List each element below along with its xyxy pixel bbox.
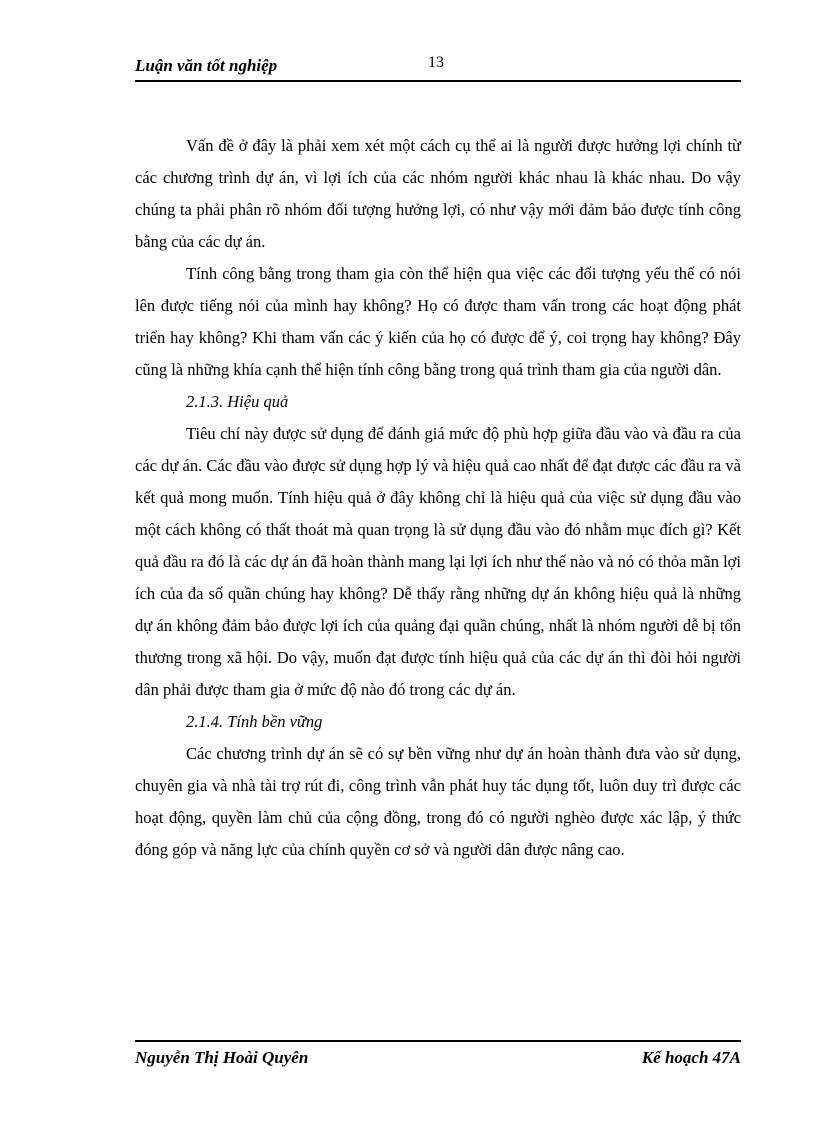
section-heading-hieu-qua: 2.1.3. Hiệu quả [186,392,289,411]
paragraph-4: Các chương trình dự án sẽ có sự bền vững như dự án hoàn thành đưa vào sử dụng, chuyên gia và nhà tài trợ rút đi, công trình vẫn phát huy tác dụng tốt, luôn duy trì được các hoạt động, quyền làm chủ của cộng đồng, trong đó có người nghèo được xác lập, ý thức đóng góp và năng lực của chính quyền cơ sở và người dân được nâng cao. [135,744,741,859]
page-header [135,56,741,82]
footer-class: Kế hoạch 47A [641,1048,741,1067]
page-footer [135,1040,741,1074]
paragraph-1: Vấn đề ở đây là phải xem xét một cách cụ thể ai là người được hưởng lợi chính từ các chương trình dự án, vì lợi ích của các nhóm người khác nhau là khác nhau. Do vậy chúng ta phải phân rõ nhóm đối tượng hưởng lợi, có như vậy mới đảm bảo được tính công bằng của các dự án. [135,136,741,251]
footer-author: Nguyễn Thị Hoài Quyên [135,1048,309,1067]
header-title: Luận văn tốt nghiệp [135,56,278,75]
page-content [135,130,741,866]
section-heading-tinh-ben-vung: 2.1.4. Tính bền vững [186,712,323,731]
paragraph-3: Tiêu chí này được sử dụng để đánh giá mức độ phù hợp giữa đầu vào và đầu ra của các dự án. Các đầu vào được sử dụng hợp lý và hiệu quả cao nhất để đạt được các đầu ra và kết quả mong muốn. Tính hiệu quả ở đây không chỉ là hiệu quả của việc sử dụng đầu vào một cách không có thất thoát mà quan trọng là sử dụng đầu vào đó nhằm mục đích gì? Kết quả đầu ra đó là các dự án đã hoàn thành mang lại lợi ích như thế nào và nó có thỏa mãn lợi ích của đa số quần chúng hay không? Dễ thấy rằng những dự án không hiệu quả là những dự án không đảm bảo được lợi ích của quảng đại quần chúng, nhất là nhóm người dễ bị tổn thương trong xã hội. Do vậy, muốn đạt được tính hiệu quả của các dự án thì đòi hỏi người dân phải được tham gia ở mức độ nào đó trong các dự án. [135,424,741,699]
page-number: 13 [428,54,444,71]
paragraph-2: Tính công bằng trong tham gia còn thể hiện qua việc các đối tượng yếu thế có nói lên được tiếng nói của mình hay không? Họ có được tham vấn trong các hoạt động phát triển hay không? Khi tham vấn các ý kiến của họ có được để ý, coi trọng hay không? Đây cũng là những khía cạnh thể hiện tính công bằng trong quá trình tham gia của người dân. [135,264,741,379]
